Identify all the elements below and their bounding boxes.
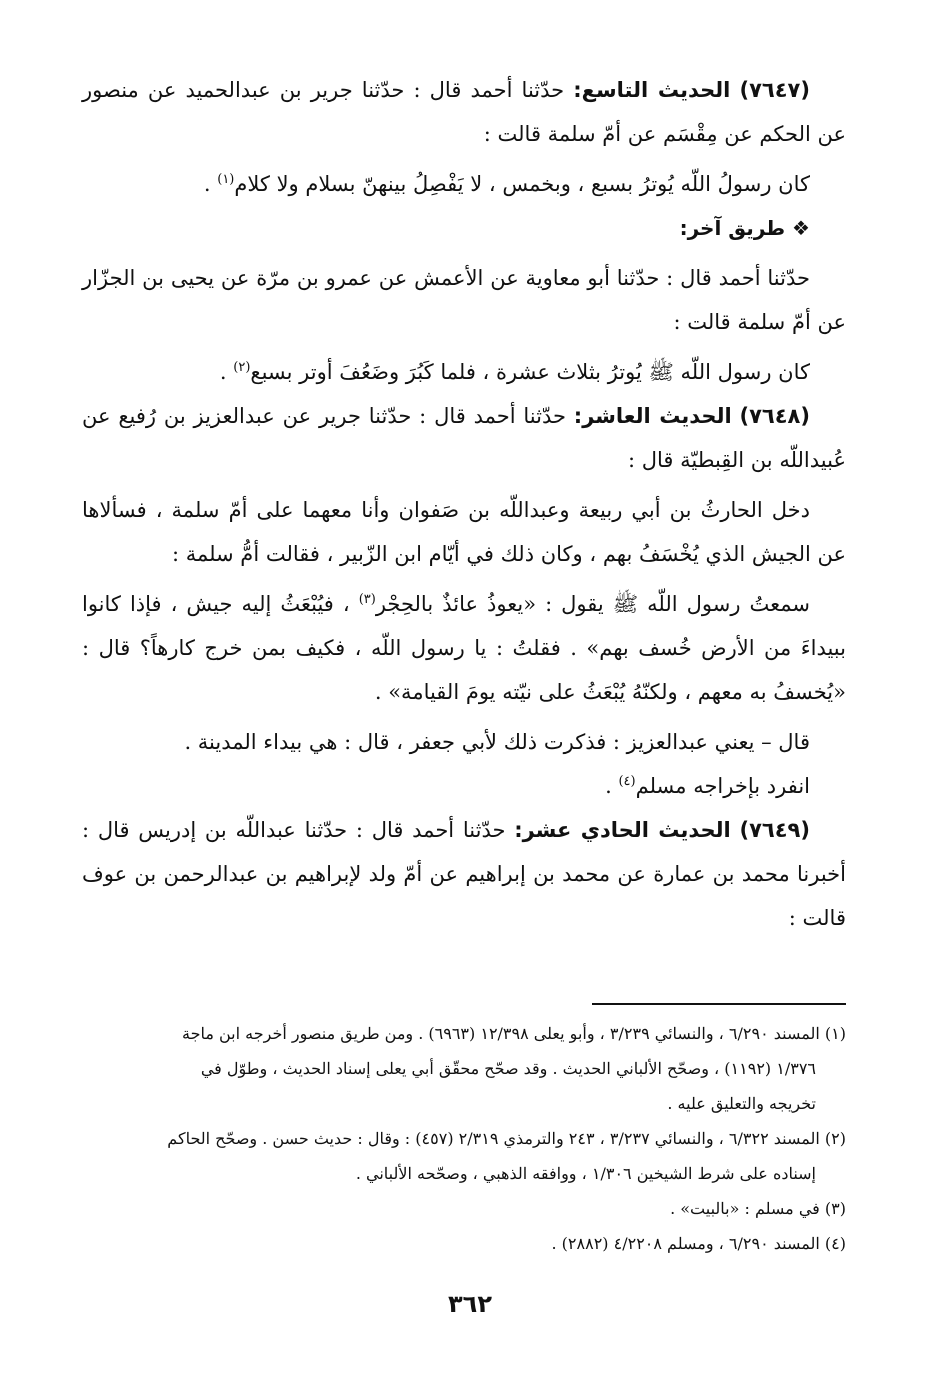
hadith-11-isnad: حدّثنا أحمد قال : حدّثنا عبداللّه بن إدريس قال : أخبرنا محمد بن عمارة عن محمد بن إبراهيم عن أمّ ولد لإبراهيم بن عبدالرحمن بن عوف قالت : <box>82 818 846 930</box>
footnote-1-line-3: تخريجه والتعليق عليه . <box>667 1094 816 1113</box>
footnote-ref-4: (٤) <box>618 774 636 789</box>
hadith-9-matn-text: كان رسولُ اللّه يُوترُ بسبع ، وبخمس ، لا يَفْصِلُ بينهنّ بسلام ولا كلام <box>234 172 810 196</box>
route-isnad-text: حدّثنا أحمد قال : حدّثنا أبو معاوية عن الأعمش عن عمرو بن مرّة عن يحيى بن الجزّار عن أمّ سلمة قالت : <box>82 266 846 334</box>
hadith-11-number: (٧٦٤٩) <box>739 818 810 842</box>
footnotes <box>82 1016 846 1261</box>
page-number: ٣٦٢ <box>448 1290 492 1318</box>
other-route-title: ❖ طريق آخر: <box>679 216 810 240</box>
hadith-10-paragraph-1-text: دخل الحارثُ بن أبي ربيعة وعبداللّه بن صَفوان وأنا معهما على أمّ سلمة ، فسألاها عن الجيش الذي يُخْسَفُ بهم ، وكان ذلك في أيّام ابن الزّبير ، فقالت أمُّ سلمة : <box>82 498 846 566</box>
hadith-10-paragraph-1 <box>82 488 846 576</box>
footnote-2-line-1: (٢) المسند ٦/٣٢٢ ، والنسائي ٣/٢٣٧ ، ٢٤٣ والترمذي ٢/٣١٩ (٤٥٧) : وقال : حديث حسن . وصحّح الحاكم <box>167 1129 846 1148</box>
route-matn-end: . <box>219 360 234 384</box>
hadith-10-paragraph-2 <box>82 582 846 714</box>
route-isnad <box>82 256 846 344</box>
footnote-4: (٤) المسند ٦/٢٩٠ ، ومسلم ٤/٢٢٠٨ (٢٨٨٢) . <box>551 1234 846 1253</box>
other-route-heading <box>82 206 846 250</box>
hadith-9 <box>82 68 846 156</box>
hadith-9-title: الحديث التاسع: <box>573 78 731 102</box>
hadith-10-isnad: حدّثنا أحمد قال : حدّثنا جرير عن عبدالعزيز بن رُفيع عن عُبيداللّه بن القِبطيّة قال : <box>82 404 846 472</box>
hadith-9-matn <box>82 162 846 206</box>
hadith-10-paragraph-4 <box>82 764 846 808</box>
hadith-9-matn-end: . <box>203 172 218 196</box>
hadith-10-paragraph-4-text: انفرد بإخراجه مسلم <box>635 774 810 798</box>
hadith-10-paragraph-4-end: . <box>605 774 619 798</box>
hadith-10-paragraph-2-start: سمعتُ رسول اللّه ﷺ يقول : «يعوذُ عائذٌ بالحِجْر <box>375 592 810 616</box>
hadith-10-paragraph-3-text: قال – يعني عبدالعزيز : فذكرت ذلك لأبي جعفر ، قال : هي بيداء المدينة . <box>184 730 810 754</box>
footnote-3: (٣) في مسلم : «بالبيت» . <box>670 1199 846 1218</box>
footnote-ref-2: (٢) <box>233 360 251 375</box>
footnote-ref-3: (٣) <box>358 592 376 607</box>
footnote-1-line-1: (١) المسند ٦/٢٩٠ ، والنسائي ٣/٢٣٩ ، وأبو يعلى ١٢/٣٩٨ (٦٩٦٣) . ومن طريق منصور أخرجه ابن ماجة <box>181 1024 846 1043</box>
main-text <box>82 68 846 940</box>
footnote-ref-1: (١) <box>217 172 235 187</box>
hadith-10-paragraph-3 <box>82 720 846 764</box>
hadith-10-paragraph-2-rest: ، فيُبْعَثُ إليه جيش ، فإذا كانوا ببيداءَ من الأرض خُسف بهم» . فقلتُ : يا رسول اللّه ، فكيف بمن خرج كارهاً؟ قال : «يُخسفُ به معهم ، ولكنّهُ يُبْعَثُ على نيّته يومَ القيامة» . <box>82 592 846 704</box>
footnote-divider <box>592 1003 846 1005</box>
hadith-11-title: الحديث الحادي عشر: <box>514 818 731 842</box>
hadith-11 <box>82 808 846 940</box>
hadith-10-title: الحديث العاشر: <box>573 404 732 428</box>
hadith-10 <box>82 394 846 482</box>
hadith-10-number: (٧٦٤٨) <box>739 404 810 428</box>
footnote-1-line-2: ١/٣٧٦ (١١٩٢) ، وصحّح الألباني الحديث . وقد صحّح محقّق أبي يعلى إسناد الحديث ، وطوّل في <box>200 1059 816 1078</box>
footnote-2-line-2: إسناده على شرط الشيخين ١/٣٠٦ ، ووافقه الذهبي ، وصحّحه الألباني . <box>355 1164 816 1183</box>
hadith-9-isnad: حدّثنا أحمد قال : حدّثنا جرير بن عبدالحميد عن منصور عن الحكم عن مِقْسَم عن أمّ سلمة قالت : <box>82 78 846 146</box>
hadith-9-number: (٧٦٤٧) <box>739 78 810 102</box>
route-matn-text: كان رسول اللّه ﷺ يُوترُ بثلاث عشرة ، فلما كَبُرَ وضَعُفَ أوتر بسبع <box>250 360 810 384</box>
route-matn <box>82 350 846 394</box>
